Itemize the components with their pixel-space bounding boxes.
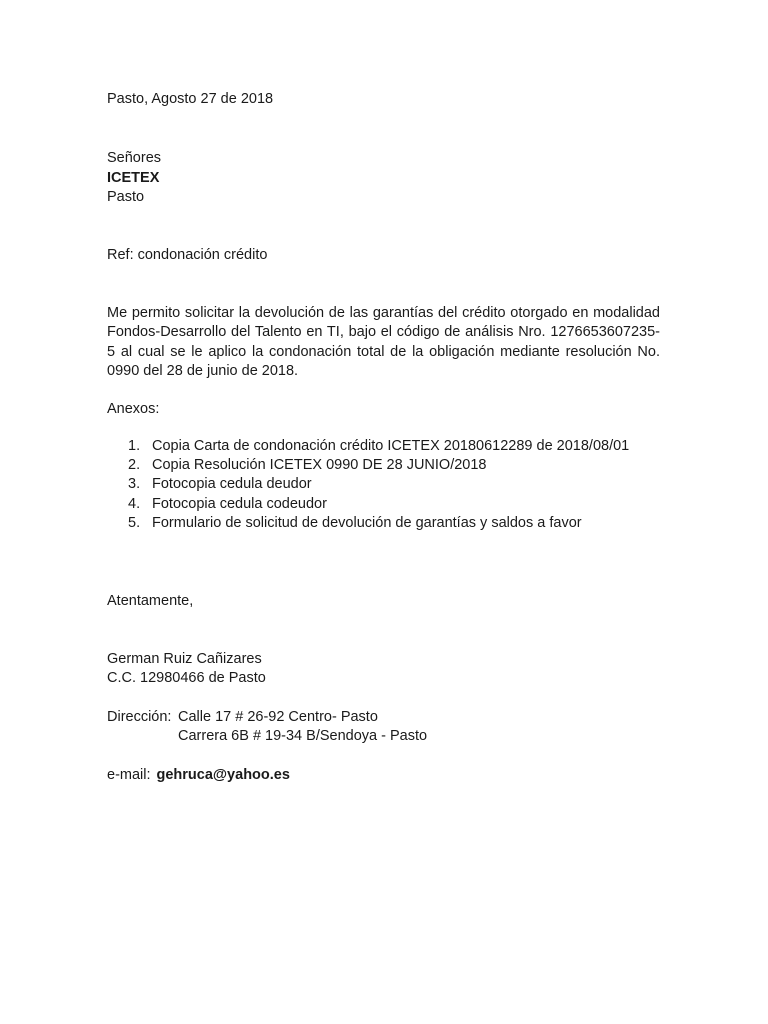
- signer-name: German Ruiz Cañizares: [107, 651, 262, 667]
- annex-number: 4.: [128, 495, 141, 512]
- annex-item: [107, 475, 707, 494]
- date-line: Pasto, Agosto 27 de 2018: [107, 91, 274, 107]
- annex-heading: Anexos:: [107, 401, 160, 417]
- address-line-1: Calle 17 # 26-92 Centro- Pasto: [178, 709, 378, 725]
- address-label: Dirección:: [107, 709, 172, 725]
- annex-number: 2.: [128, 457, 141, 474]
- annex-list: [107, 437, 707, 533]
- annex-text: Fotocopia cedula deudor: [152, 476, 312, 493]
- annex-number: 3.: [128, 476, 141, 493]
- recipient-salutation: Señores: [107, 150, 162, 166]
- email-line: [107, 766, 290, 785]
- annex-text: Copia Carta de condonación crédito ICETEX 20180612289 de 2018/08/01: [152, 438, 630, 454]
- address-line-2: Carrera 6B # 19-34 B/Sendoya - Pasto: [178, 728, 428, 744]
- annex-item: [107, 514, 707, 533]
- annex-number: 1.: [128, 438, 141, 454]
- annex-item: [107, 437, 707, 456]
- recipient-city: Pasto: [107, 189, 145, 205]
- annex-text: Fotocopia cedula codeudor: [152, 495, 327, 512]
- annex-number: 5.: [128, 514, 141, 531]
- signer-id: C.C. 12980466 de Pasto: [107, 670, 266, 686]
- annex-text: Copia Resolución ICETEX 0990 DE 28 JUNIO/2018: [152, 457, 487, 474]
- email-address[interactable]: gehruca@yahoo.es: [156, 767, 290, 783]
- recipient-organization: ICETEX: [107, 170, 160, 186]
- annex-text: Formulario de solicitud de devolución de garantías y saldos a favor: [152, 514, 582, 531]
- annex-item: [107, 456, 707, 475]
- email-label: e-mail:: [107, 767, 151, 783]
- closing-line: Atentamente,: [107, 593, 194, 609]
- body-paragraph: Me permito solicitar la devolución de las garantías del crédito otorgado en modalidad Fondos-Desarrollo del Talento en TI, bajo el código de análisis Nro. 1276653607235-5 al cual se le aplico la condonación total de la obligación mediante resolución No. 0990 del 28 de junio de 2018.: [107, 305, 660, 379]
- reference-line: Ref: condonación crédito: [107, 247, 268, 263]
- annex-item: [107, 495, 707, 514]
